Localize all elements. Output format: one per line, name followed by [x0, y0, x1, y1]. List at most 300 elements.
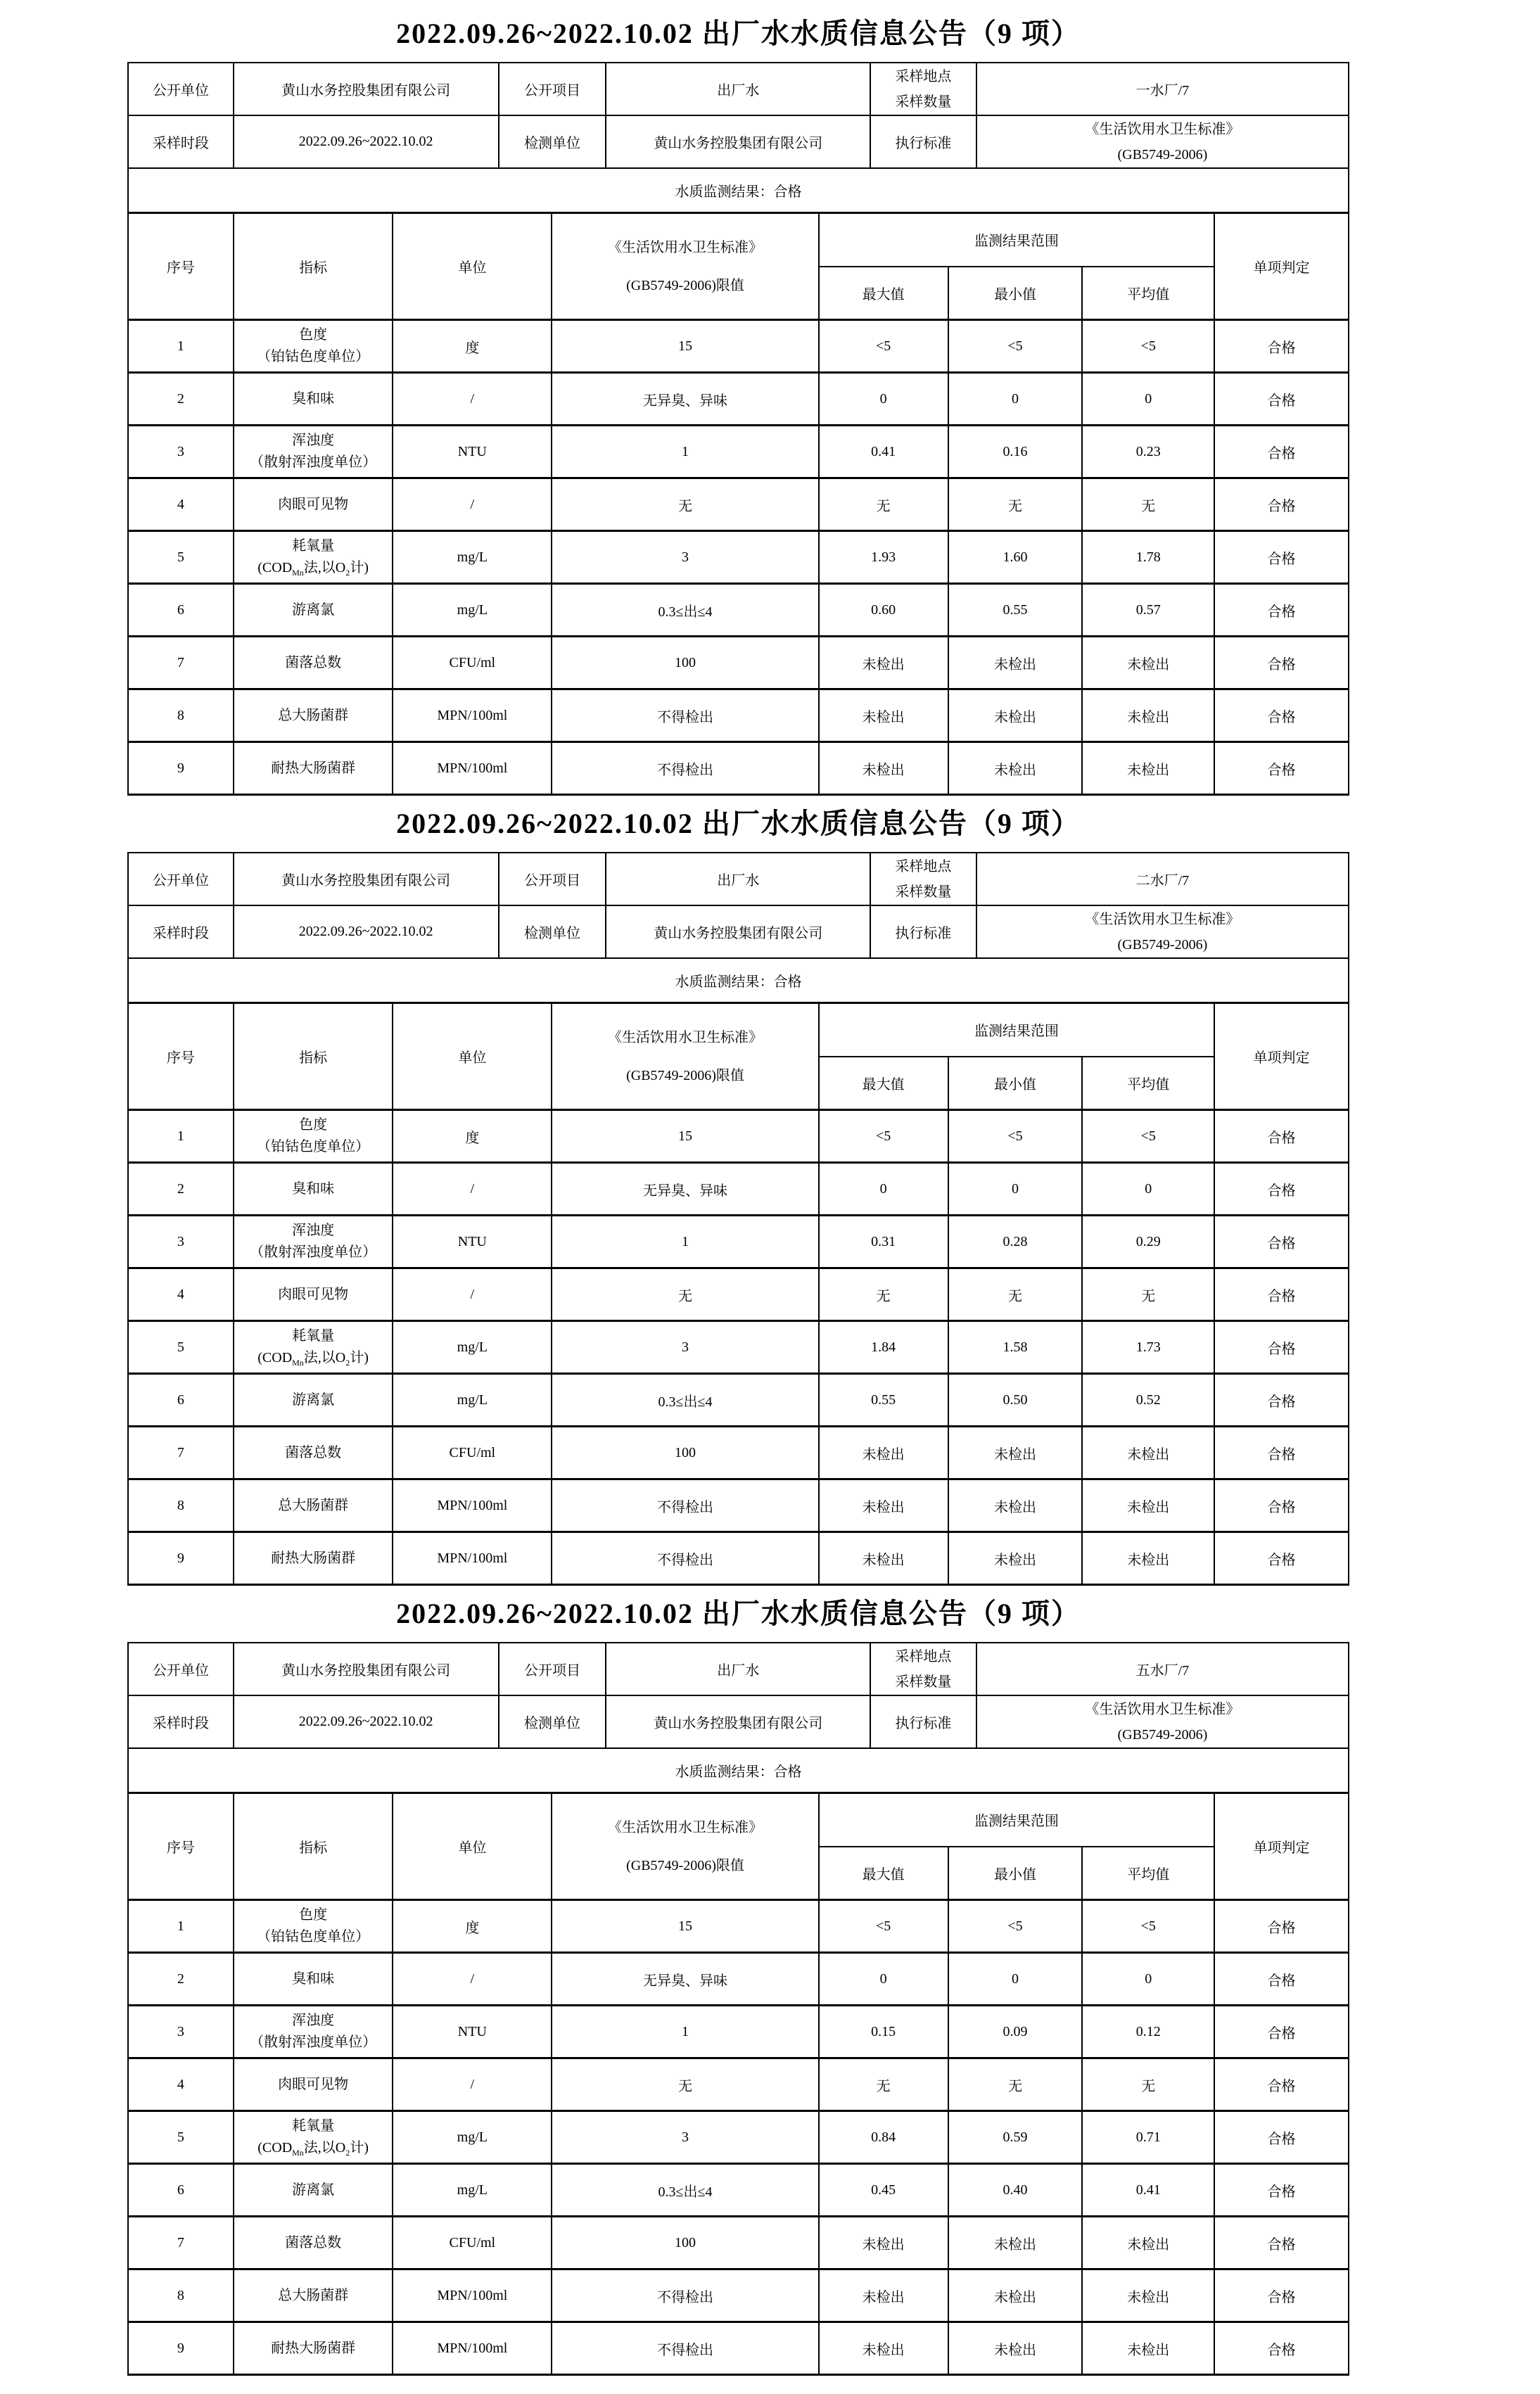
publish-item-value: 出厂水 — [606, 1643, 870, 1695]
cell-unit: CFU/ml — [393, 1427, 552, 1479]
col-header-no: 序号 — [128, 1003, 234, 1110]
cell-indicator: 耗氧量 ($COD_{Mn}$法,以$O_2$计) — [234, 531, 393, 584]
indicator-row-9 — [128, 1532, 1349, 1585]
cell-no: 7 — [128, 1427, 234, 1479]
col-header-limit — [552, 213, 819, 320]
cell-judge: 合格 — [1214, 742, 1349, 795]
info-row-1 — [128, 853, 1349, 905]
cell-judge: 合格 — [1214, 1268, 1349, 1321]
sample-period-label: 采样时段 — [128, 115, 234, 168]
sample-site-label-line2: 采样数量 — [895, 1674, 952, 1690]
cell-avg: 0.71 — [1082, 2111, 1214, 2164]
col-header-judge: 单项判定 — [1214, 213, 1349, 320]
cell-avg: 0 — [1082, 1953, 1214, 2006]
cell-min: 0.59 — [948, 2111, 1083, 2164]
sample-period-value: 2022.09.26~2022.10.02 — [234, 905, 499, 958]
cell-limit: 无 — [552, 2058, 819, 2111]
indicator-row-4 — [128, 2058, 1349, 2111]
cell-judge: 合格 — [1214, 584, 1349, 637]
cell-judge: 合格 — [1214, 2164, 1349, 2217]
cell-indicator: 色度 （铂钴色度单位） — [234, 320, 393, 373]
cell-limit: 不得检出 — [552, 742, 819, 795]
cell-indicator: 浑浊度 （散射浑浊度单位） — [234, 2006, 393, 2058]
cell-limit: 3 — [552, 1321, 819, 1374]
test-unit-label: 检测单位 — [499, 115, 606, 168]
indicator-row-2 — [128, 1163, 1349, 1216]
cell-min: 0.09 — [948, 2006, 1083, 2058]
standard-value-line2: (GB5749-2006) — [1117, 146, 1208, 163]
cell-avg: 未检出 — [1082, 1479, 1214, 1532]
cell-max: 未检出 — [819, 637, 948, 689]
cell-avg: 无 — [1082, 2058, 1214, 2111]
col-header-limit-line1: 《生活饮用水卫生标准》 — [607, 1029, 763, 1045]
cell-min: 0.55 — [948, 584, 1083, 637]
cell-avg: 未检出 — [1082, 2322, 1214, 2375]
cell-no: 8 — [128, 1479, 234, 1532]
cell-limit: 0.3≤出≤4 — [552, 2164, 819, 2217]
col-header-min: 最小值 — [948, 1057, 1083, 1110]
cell-indicator: 游离氯 — [234, 1374, 393, 1427]
cell-limit: 1 — [552, 426, 819, 478]
cell-no: 5 — [128, 2111, 234, 2164]
cell-min: 0.16 — [948, 426, 1083, 478]
indicator-row-7 — [128, 637, 1349, 689]
cell-min: 未检出 — [948, 2217, 1083, 2269]
cell-judge: 合格 — [1214, 2058, 1349, 2111]
cell-no: 4 — [128, 1268, 234, 1321]
announcement-section-1 — [127, 6, 1349, 796]
cell-limit: 1 — [552, 2006, 819, 2058]
cell-limit: 无异臭、异味 — [552, 1953, 819, 2006]
cell-no: 3 — [128, 426, 234, 478]
cell-no: 9 — [128, 1532, 234, 1585]
indicator-row-9 — [128, 2322, 1349, 2375]
result-banner: 水质监测结果：合格 — [128, 958, 1349, 1002]
publish-unit-value: 黄山水务控股集团有限公司 — [234, 63, 499, 115]
standard-value-line1: 《生活饮用水卫生标准》 — [1085, 1701, 1240, 1717]
col-header-no: 序号 — [128, 1793, 234, 1900]
col-header-limit-line2: (GB5749-2006)限值 — [626, 1857, 744, 1873]
cell-unit: 度 — [393, 1900, 552, 1953]
cell-judge: 合格 — [1214, 1900, 1349, 1953]
publish-unit-label: 公开单位 — [128, 63, 234, 115]
cell-unit: 度 — [393, 1110, 552, 1163]
col-header-limit-line2: (GB5749-2006)限值 — [626, 1067, 744, 1083]
cell-max: 0.84 — [819, 2111, 948, 2164]
cell-indicator: 肉眼可见物 — [234, 478, 393, 531]
sample-period-label: 采样时段 — [128, 905, 234, 958]
cell-max: 未检出 — [819, 2217, 948, 2269]
cell-indicator: 臭和味 — [234, 373, 393, 426]
standard-label: 执行标准 — [870, 905, 976, 958]
cell-min: <5 — [948, 1900, 1083, 1953]
cell-max: 0.41 — [819, 426, 948, 478]
col-header-unit: 单位 — [393, 1793, 552, 1900]
cell-max: 1.93 — [819, 531, 948, 584]
info-table — [127, 852, 1349, 1002]
sample-period-value: 2022.09.26~2022.10.02 — [234, 1695, 499, 1748]
info-row-1 — [128, 1643, 1349, 1695]
cell-unit: / — [393, 1953, 552, 2006]
cell-judge: 合格 — [1214, 637, 1349, 689]
cell-avg: <5 — [1082, 320, 1214, 373]
cell-judge: 合格 — [1214, 2322, 1349, 2375]
cell-avg: 0.41 — [1082, 2164, 1214, 2217]
cell-avg: 0.52 — [1082, 1374, 1214, 1427]
test-unit-label: 检测单位 — [499, 905, 606, 958]
cell-judge: 合格 — [1214, 1110, 1349, 1163]
col-header-range: 监测结果范围 — [819, 1003, 1214, 1057]
cell-judge: 合格 — [1214, 1374, 1349, 1427]
standard-value-line1: 《生活饮用水卫生标准》 — [1085, 911, 1240, 927]
col-header-indicator: 指标 — [234, 213, 393, 320]
cell-indicator: 游离氯 — [234, 584, 393, 637]
cell-min: 未检出 — [948, 1427, 1083, 1479]
cell-no: 7 — [128, 2217, 234, 2269]
sample-site-label-line2: 采样数量 — [895, 94, 952, 110]
cell-limit: 15 — [552, 1900, 819, 1953]
info-row-1 — [128, 63, 1349, 115]
cell-judge: 合格 — [1214, 478, 1349, 531]
indicator-table — [127, 1002, 1349, 1586]
indicator-row-6 — [128, 584, 1349, 637]
cell-max: 无 — [819, 1268, 948, 1321]
header-row-1 — [128, 1003, 1349, 1057]
result-row — [128, 958, 1349, 1002]
publish-item-label: 公开项目 — [499, 63, 606, 115]
cell-indicator: 色度 （铂钴色度单位） — [234, 1110, 393, 1163]
indicator-table-body — [128, 1900, 1349, 2375]
cell-max: 0 — [819, 1163, 948, 1216]
cell-min: 无 — [948, 478, 1083, 531]
page-title: 2022.09.26~2022.10.02 出厂水水质信息公告（9 项） — [396, 18, 1081, 49]
cell-max: 0 — [819, 1953, 948, 2006]
standard-value — [976, 1695, 1349, 1748]
cell-no: 3 — [128, 2006, 234, 2058]
cell-limit: 100 — [552, 2217, 819, 2269]
cell-no: 5 — [128, 1321, 234, 1374]
cell-indicator: 总大肠菌群 — [234, 689, 393, 742]
cell-avg: 0.12 — [1082, 2006, 1214, 2058]
standard-label: 执行标准 — [870, 1695, 976, 1748]
sample-site-label-line1: 采样地点 — [895, 1648, 952, 1664]
indicator-row-9 — [128, 742, 1349, 795]
cell-limit: 无 — [552, 478, 819, 531]
col-header-range: 监测结果范围 — [819, 1793, 1214, 1847]
cell-unit: mg/L — [393, 1321, 552, 1374]
cell-no: 6 — [128, 584, 234, 637]
cell-unit: mg/L — [393, 1374, 552, 1427]
publish-unit-label: 公开单位 — [128, 853, 234, 905]
cell-no: 8 — [128, 689, 234, 742]
cell-min: 1.60 — [948, 531, 1083, 584]
indicator-row-2 — [128, 1953, 1349, 2006]
cell-unit: CFU/ml — [393, 2217, 552, 2269]
cell-judge: 合格 — [1214, 2269, 1349, 2322]
col-header-no: 序号 — [128, 213, 234, 320]
cell-min: 未检出 — [948, 637, 1083, 689]
cell-no: 6 — [128, 2164, 234, 2217]
cell-unit: MPN/100ml — [393, 2322, 552, 2375]
indicator-row-1 — [128, 320, 1349, 373]
cell-no: 1 — [128, 1110, 234, 1163]
sample-period-label: 采样时段 — [128, 1695, 234, 1748]
sample-site-label — [870, 63, 976, 115]
cell-avg: 无 — [1082, 478, 1214, 531]
cell-indicator: 色度 （铂钴色度单位） — [234, 1900, 393, 1953]
test-unit-label: 检测单位 — [499, 1695, 606, 1748]
indicator-row-4 — [128, 478, 1349, 531]
col-header-limit — [552, 1003, 819, 1110]
standard-value — [976, 115, 1349, 168]
cell-max: 0.15 — [819, 2006, 948, 2058]
cell-limit: 0.3≤出≤4 — [552, 1374, 819, 1427]
cell-min: 未检出 — [948, 689, 1083, 742]
cell-no: 2 — [128, 1163, 234, 1216]
cell-judge: 合格 — [1214, 426, 1349, 478]
cell-avg: 0.29 — [1082, 1216, 1214, 1268]
tables-host — [0, 6, 1540, 2376]
cell-indicator: 耗氧量 ($COD_{Mn}$法,以$O_2$计) — [234, 1321, 393, 1374]
cell-no: 4 — [128, 478, 234, 531]
cell-max: 1.84 — [819, 1321, 948, 1374]
cell-avg: 1.78 — [1082, 531, 1214, 584]
cell-indicator: 臭和味 — [234, 1953, 393, 2006]
cell-max: 未检出 — [819, 689, 948, 742]
cell-avg: 0 — [1082, 373, 1214, 426]
cell-indicator: 菌落总数 — [234, 2217, 393, 2269]
indicator-row-6 — [128, 1374, 1349, 1427]
cell-unit: / — [393, 373, 552, 426]
cell-no: 5 — [128, 531, 234, 584]
indicator-row-8 — [128, 2269, 1349, 2322]
col-header-range: 监测结果范围 — [819, 213, 1214, 267]
indicator-row-3 — [128, 426, 1349, 478]
cell-indicator: 总大肠菌群 — [234, 1479, 393, 1532]
cell-unit: MPN/100ml — [393, 2269, 552, 2322]
indicator-row-2 — [128, 373, 1349, 426]
cell-avg: <5 — [1082, 1900, 1214, 1953]
cell-limit: 3 — [552, 2111, 819, 2164]
announcement-section-3 — [127, 1586, 1349, 2376]
cell-avg: 1.73 — [1082, 1321, 1214, 1374]
cell-judge: 合格 — [1214, 531, 1349, 584]
indicator-row-5 — [128, 2111, 1349, 2164]
cell-max: 0 — [819, 373, 948, 426]
cell-indicator: 耐热大肠菌群 — [234, 2322, 393, 2375]
cell-min: 无 — [948, 2058, 1083, 2111]
col-header-max: 最大值 — [819, 1847, 948, 1900]
col-header-avg: 平均值 — [1082, 1847, 1214, 1900]
col-header-limit-line1: 《生活饮用水卫生标准》 — [607, 1819, 763, 1835]
cell-min: <5 — [948, 320, 1083, 373]
cell-no: 1 — [128, 320, 234, 373]
col-header-indicator: 指标 — [234, 1003, 393, 1110]
cell-limit: 100 — [552, 1427, 819, 1479]
cell-limit: 不得检出 — [552, 2269, 819, 2322]
indicator-row-7 — [128, 1427, 1349, 1479]
cell-unit: MPN/100ml — [393, 742, 552, 795]
col-header-limit-line1: 《生活饮用水卫生标准》 — [607, 239, 763, 255]
standard-value-line1: 《生活饮用水卫生标准》 — [1085, 121, 1240, 137]
cell-no: 9 — [128, 2322, 234, 2375]
sample-site-label — [870, 853, 976, 905]
col-header-unit: 单位 — [393, 1003, 552, 1110]
cell-indicator: 浑浊度 （散射浑浊度单位） — [234, 1216, 393, 1268]
cell-judge: 合格 — [1214, 1321, 1349, 1374]
cell-min: 0 — [948, 373, 1083, 426]
publish-item-value: 出厂水 — [606, 63, 870, 115]
cell-avg: 未检出 — [1082, 1427, 1214, 1479]
cell-unit: / — [393, 1163, 552, 1216]
col-header-min: 最小值 — [948, 267, 1083, 320]
cell-indicator: 耗氧量 ($COD_{Mn}$法,以$O_2$计) — [234, 2111, 393, 2164]
cell-judge: 合格 — [1214, 1216, 1349, 1268]
cell-min: 0 — [948, 1163, 1083, 1216]
cell-judge: 合格 — [1214, 2217, 1349, 2269]
cell-avg: 未检出 — [1082, 2217, 1214, 2269]
col-header-max: 最大值 — [819, 267, 948, 320]
cell-avg: 0.23 — [1082, 426, 1214, 478]
info-table — [127, 62, 1349, 212]
cell-min: <5 — [948, 1110, 1083, 1163]
cell-avg: 未检出 — [1082, 742, 1214, 795]
indicator-row-4 — [128, 1268, 1349, 1321]
cell-no: 4 — [128, 2058, 234, 2111]
cell-min: 1.58 — [948, 1321, 1083, 1374]
cell-indicator: 肉眼可见物 — [234, 2058, 393, 2111]
result-row — [128, 1748, 1349, 1792]
cell-min: 未检出 — [948, 2269, 1083, 2322]
result-row — [128, 168, 1349, 212]
standard-value-line2: (GB5749-2006) — [1117, 936, 1208, 953]
cell-limit: 100 — [552, 637, 819, 689]
cell-min: 0 — [948, 1953, 1083, 2006]
sample-site-label — [870, 1643, 976, 1695]
publish-item-label: 公开项目 — [499, 853, 606, 905]
cell-limit: 3 — [552, 531, 819, 584]
indicator-row-5 — [128, 531, 1349, 584]
header-row-1 — [128, 1793, 1349, 1847]
cell-limit: 0.3≤出≤4 — [552, 584, 819, 637]
announcement-section-2 — [127, 796, 1349, 1586]
publish-unit-label: 公开单位 — [128, 1643, 234, 1695]
cell-judge: 合格 — [1214, 320, 1349, 373]
cell-unit: mg/L — [393, 584, 552, 637]
sample-period-value: 2022.09.26~2022.10.02 — [234, 115, 499, 168]
cell-avg: 无 — [1082, 1268, 1214, 1321]
cell-max: <5 — [819, 320, 948, 373]
cell-judge: 合格 — [1214, 373, 1349, 426]
info-row-2 — [128, 115, 1349, 168]
cell-limit: 15 — [552, 1110, 819, 1163]
cell-judge: 合格 — [1214, 2006, 1349, 2058]
cell-indicator: 耐热大肠菌群 — [234, 742, 393, 795]
indicator-row-8 — [128, 689, 1349, 742]
cell-unit: MPN/100ml — [393, 1532, 552, 1585]
cell-unit: 度 — [393, 320, 552, 373]
col-header-avg: 平均值 — [1082, 1057, 1214, 1110]
sample-site-value: 五水厂/7 — [976, 1643, 1349, 1695]
col-header-limit-line2: (GB5749-2006)限值 — [626, 277, 744, 293]
cell-min: 0.50 — [948, 1374, 1083, 1427]
info-row-2 — [128, 905, 1349, 958]
cell-max: 0.45 — [819, 2164, 948, 2217]
cell-unit: NTU — [393, 2006, 552, 2058]
cell-max: <5 — [819, 1900, 948, 1953]
indicator-table-body — [128, 320, 1349, 795]
cell-limit: 无 — [552, 1268, 819, 1321]
indicator-row-1 — [128, 1110, 1349, 1163]
header-row-1 — [128, 213, 1349, 267]
cell-no: 2 — [128, 1953, 234, 2006]
cell-indicator: 游离氯 — [234, 2164, 393, 2217]
cell-max: 未检出 — [819, 2322, 948, 2375]
cell-no: 6 — [128, 1374, 234, 1427]
cell-max: 未检出 — [819, 1479, 948, 1532]
cell-indicator: 臭和味 — [234, 1163, 393, 1216]
test-unit-value: 黄山水务控股集团有限公司 — [606, 1695, 870, 1748]
cell-unit: / — [393, 1268, 552, 1321]
indicator-table — [127, 1792, 1349, 2376]
cell-limit: 不得检出 — [552, 689, 819, 742]
cell-unit: NTU — [393, 1216, 552, 1268]
cell-max: 0.60 — [819, 584, 948, 637]
page-title: 2022.09.26~2022.10.02 出厂水水质信息公告（9 项） — [396, 1598, 1081, 1629]
col-header-min: 最小值 — [948, 1847, 1083, 1900]
sample-site-value: 一水厂/7 — [976, 63, 1349, 115]
col-header-indicator: 指标 — [234, 1793, 393, 1900]
col-header-judge: 单项判定 — [1214, 1793, 1349, 1900]
cell-max: 0.31 — [819, 1216, 948, 1268]
indicator-row-7 — [128, 2217, 1349, 2269]
cell-avg: 未检出 — [1082, 689, 1214, 742]
cell-indicator: 浑浊度 （散射浑浊度单位） — [234, 426, 393, 478]
cell-judge: 合格 — [1214, 1532, 1349, 1585]
cell-limit: 无异臭、异味 — [552, 373, 819, 426]
cell-max: 未检出 — [819, 1427, 948, 1479]
cell-unit: mg/L — [393, 2111, 552, 2164]
result-banner: 水质监测结果：合格 — [128, 168, 1349, 212]
indicator-table — [127, 212, 1349, 796]
cell-limit: 15 — [552, 320, 819, 373]
indicator-row-1 — [128, 1900, 1349, 1953]
cell-max: 未检出 — [819, 2269, 948, 2322]
cell-judge: 合格 — [1214, 1427, 1349, 1479]
cell-limit: 1 — [552, 1216, 819, 1268]
standard-value — [976, 905, 1349, 958]
cell-unit: mg/L — [393, 531, 552, 584]
cell-avg: <5 — [1082, 1110, 1214, 1163]
cell-limit: 不得检出 — [552, 1532, 819, 1585]
cell-judge: 合格 — [1214, 2111, 1349, 2164]
cell-avg: 0.57 — [1082, 584, 1214, 637]
cell-judge: 合格 — [1214, 1163, 1349, 1216]
publish-item-label: 公开项目 — [499, 1643, 606, 1695]
cell-unit: CFU/ml — [393, 637, 552, 689]
cell-max: 0.55 — [819, 1374, 948, 1427]
info-row-2 — [128, 1695, 1349, 1748]
cell-avg: 0 — [1082, 1163, 1214, 1216]
col-header-limit — [552, 1793, 819, 1900]
cell-max: 无 — [819, 2058, 948, 2111]
cell-no: 8 — [128, 2269, 234, 2322]
col-header-max: 最大值 — [819, 1057, 948, 1110]
cell-no: 7 — [128, 637, 234, 689]
col-header-unit: 单位 — [393, 213, 552, 320]
publish-unit-value: 黄山水务控股集团有限公司 — [234, 853, 499, 905]
indicator-row-8 — [128, 1479, 1349, 1532]
